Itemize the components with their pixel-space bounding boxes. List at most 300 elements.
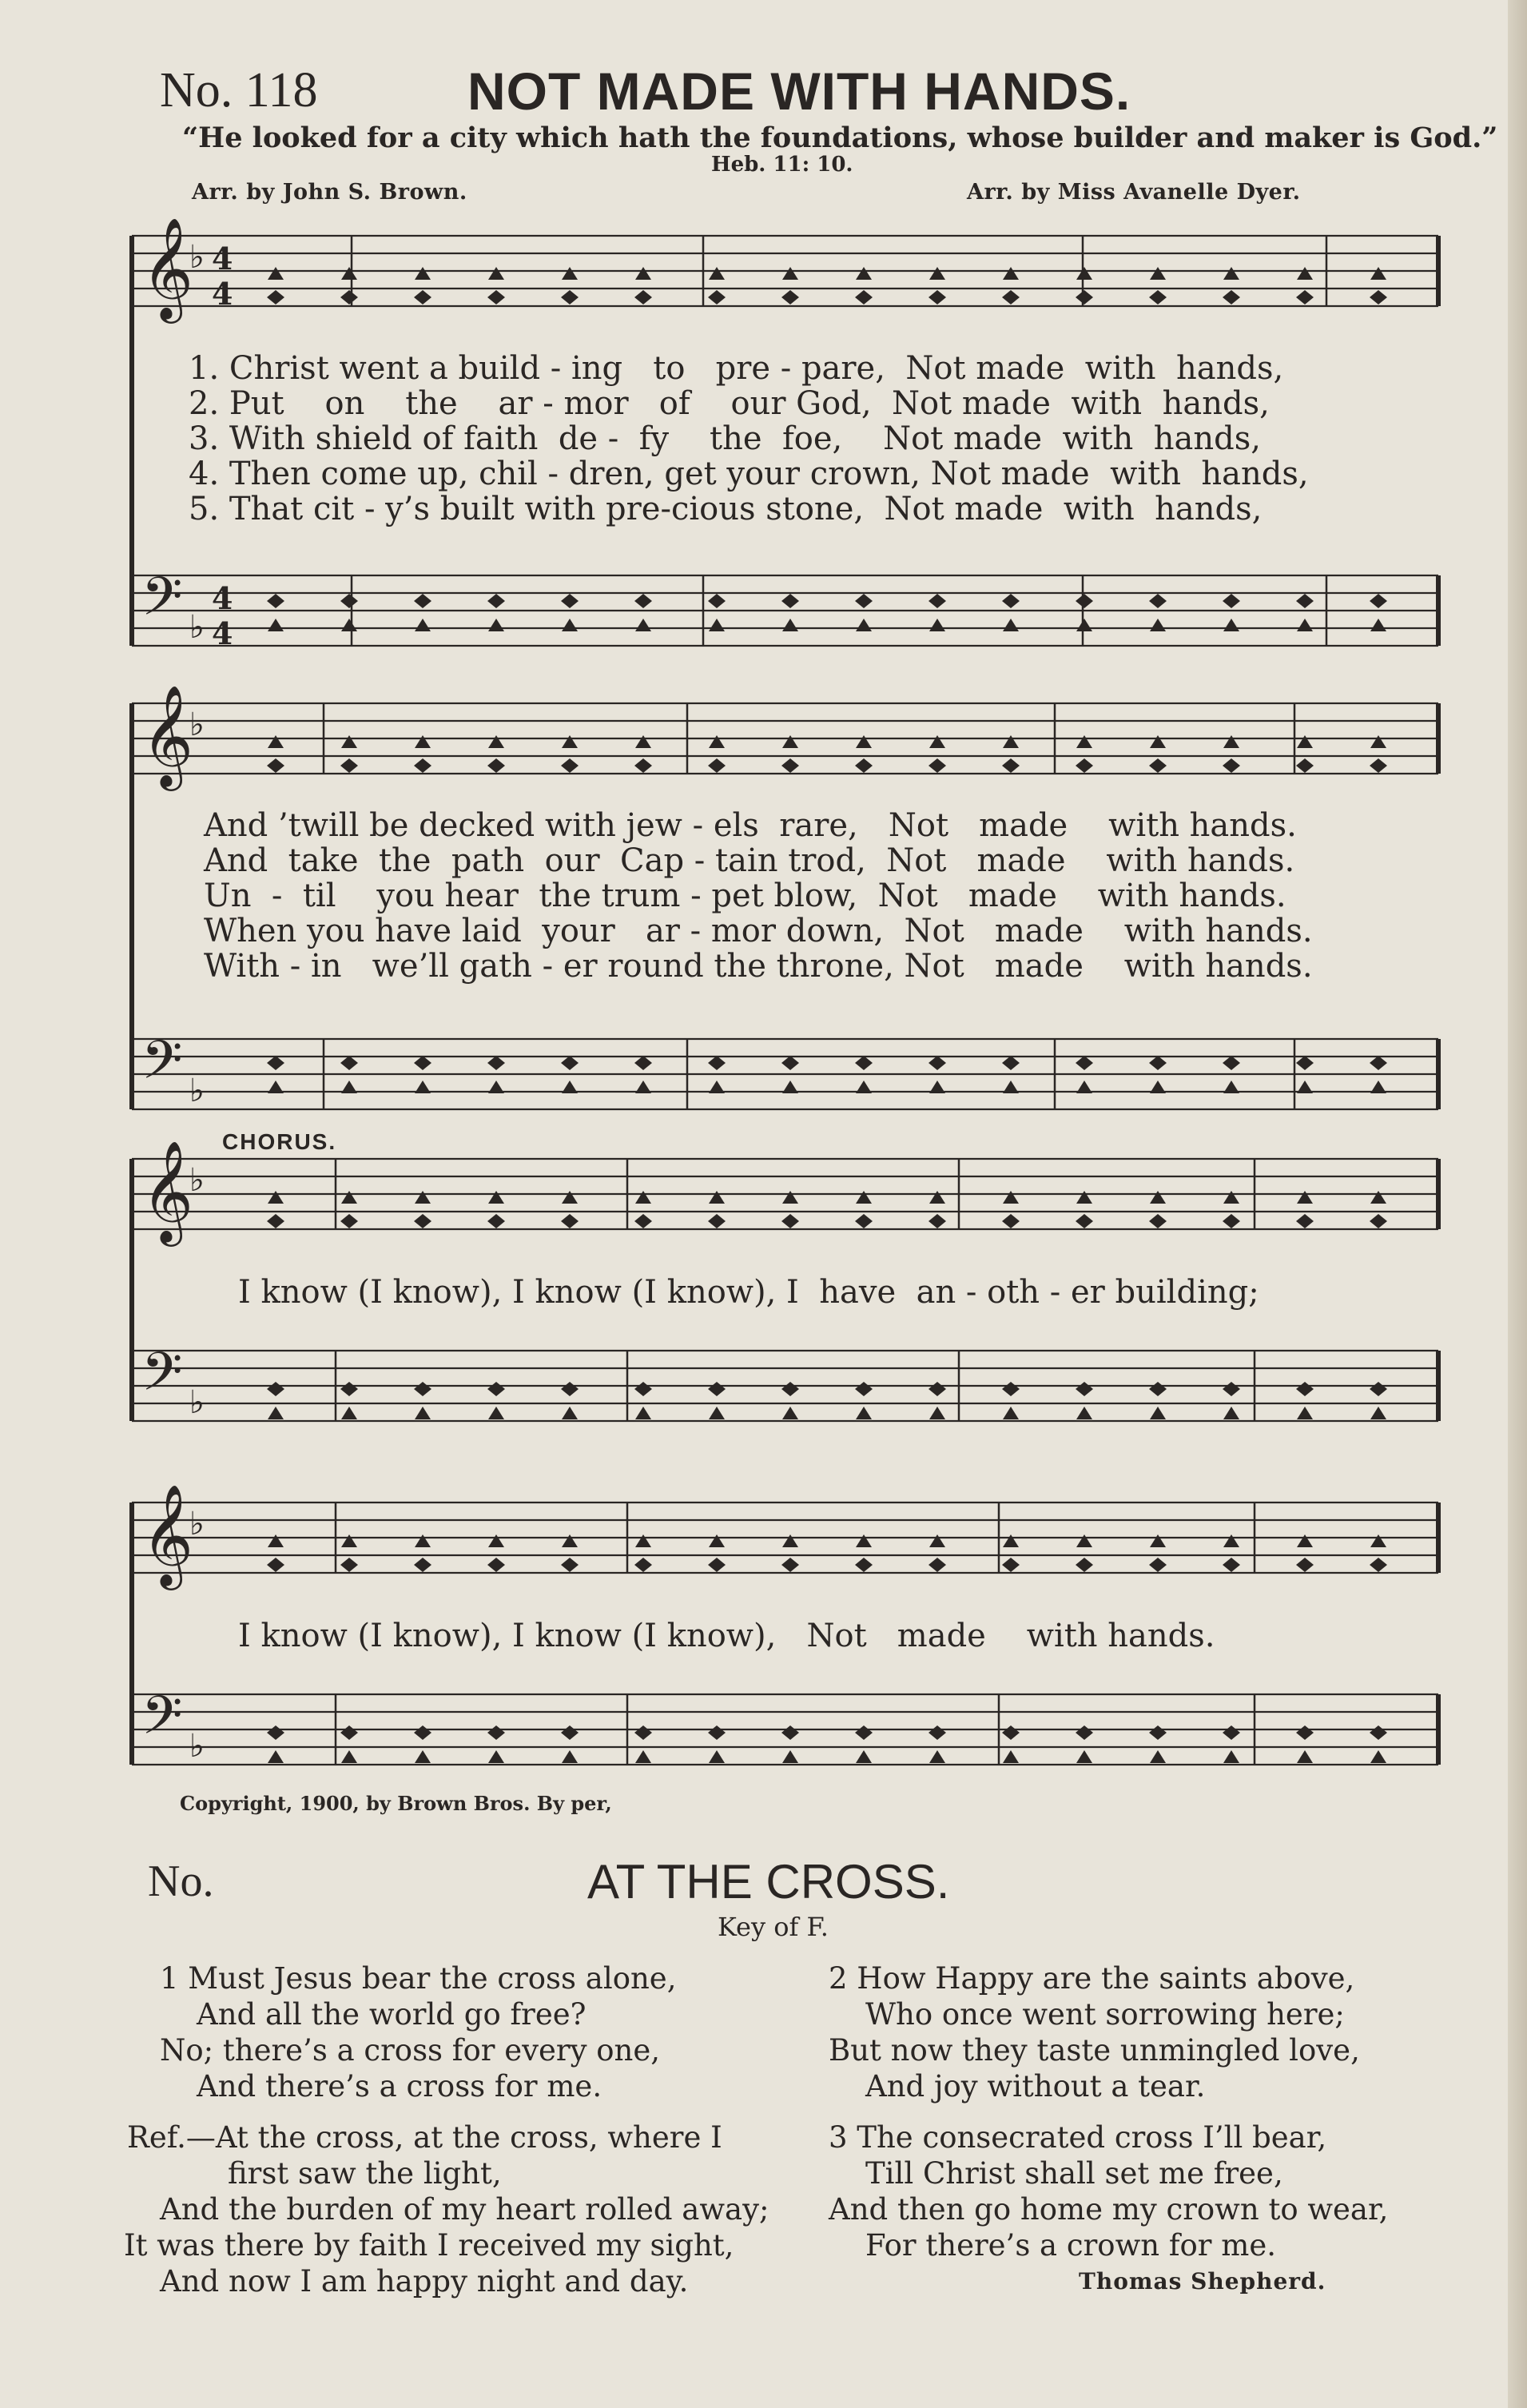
note-head <box>1370 290 1387 304</box>
note-head <box>1076 1750 1092 1763</box>
lyric-line: 4. Then come up, chil - dren, get your crown, Not made with hands, <box>189 456 1309 492</box>
note-head <box>782 1534 798 1547</box>
note-head <box>781 1558 799 1572</box>
lyric-line: 2. Put on the ar - mor of our God, Not made with hands, <box>189 385 1270 422</box>
note-head <box>855 1056 873 1070</box>
note-head <box>1297 735 1313 748</box>
note-head <box>929 290 946 304</box>
time-signature: 4 <box>212 241 233 277</box>
note-head <box>562 619 578 631</box>
note-head <box>709 1534 725 1547</box>
note-head <box>562 1081 578 1093</box>
note-head <box>1150 1191 1166 1204</box>
note-head <box>855 1725 873 1740</box>
author: Thomas Shepherd. <box>1079 2268 1326 2295</box>
note-head <box>1003 1534 1019 1547</box>
note-head <box>487 594 505 608</box>
note-head <box>929 1191 945 1204</box>
verse-1 <box>160 1960 676 2104</box>
note-head <box>487 290 505 304</box>
note-head <box>414 1056 431 1070</box>
note-head <box>414 1382 431 1396</box>
flat-sign: ♭ <box>189 1728 205 1765</box>
note-head <box>635 1191 651 1204</box>
note-head <box>1003 1191 1019 1204</box>
note-head <box>709 619 725 631</box>
note-head <box>1003 735 1019 748</box>
note-head <box>340 1382 358 1396</box>
note-head <box>1297 1191 1313 1204</box>
note-head <box>1150 735 1166 748</box>
note-head <box>1076 1407 1092 1419</box>
note-head <box>1076 735 1092 748</box>
note-head <box>635 619 651 631</box>
note-head <box>340 1214 358 1228</box>
chorus-label: CHORUS. <box>222 1129 337 1154</box>
note-head <box>1076 758 1093 773</box>
bass-clef: 𝄢 <box>141 1341 183 1415</box>
note-head <box>1002 1214 1020 1228</box>
note-head <box>267 1056 284 1070</box>
note-head <box>634 1725 652 1740</box>
note-head <box>267 290 284 304</box>
note-head <box>415 1750 431 1763</box>
note-head <box>415 619 431 631</box>
note-head <box>1223 290 1240 304</box>
note-head <box>856 619 872 631</box>
verse-3 <box>829 2119 1388 2263</box>
note-head <box>1002 758 1020 773</box>
note-head <box>1002 1725 1020 1740</box>
note-head <box>340 1558 358 1572</box>
note-head <box>487 1382 505 1396</box>
note-head <box>488 1081 504 1093</box>
note-head <box>635 735 651 748</box>
note-head <box>781 1056 799 1070</box>
note-head <box>1296 594 1314 608</box>
note-head <box>1370 594 1387 608</box>
note-head <box>561 594 579 608</box>
note-head <box>856 735 872 748</box>
verse-line: And now I am happy night and day. <box>160 2264 689 2299</box>
note-head <box>561 1725 579 1740</box>
note-head <box>1223 594 1240 608</box>
note-head <box>1297 1534 1313 1547</box>
scripture-quote: “He looked for a city which hath the foundations, whose builder and maker is God.” <box>182 121 1498 154</box>
note-head <box>855 594 873 608</box>
note-head <box>929 735 945 748</box>
note-head <box>1149 290 1167 304</box>
note-head <box>708 1558 726 1572</box>
note-head <box>1002 594 1020 608</box>
chorus-lyric: I know (I know), I know (I know), Not made with hands. <box>238 1618 1215 1654</box>
note-head <box>415 267 431 280</box>
flat-sign: ♭ <box>189 1384 205 1421</box>
note-head <box>1370 1214 1387 1228</box>
note-head <box>415 1081 431 1093</box>
verse-line: And then go home my crown to wear, <box>829 2192 1389 2227</box>
note-head <box>341 735 357 748</box>
note-head <box>341 1081 357 1093</box>
lyric-line: Un - til you hear the trum - pet blow, Not made with hands. <box>204 878 1286 914</box>
note-head <box>414 290 431 304</box>
note-head <box>855 1382 873 1396</box>
treble-clef: 𝄞 <box>141 1483 194 1586</box>
note-head <box>781 1725 799 1740</box>
time-signature: 4 <box>212 276 233 312</box>
note-head <box>1296 1558 1314 1572</box>
note-head <box>1076 594 1093 608</box>
note-head <box>856 1750 872 1763</box>
note-head <box>1149 1725 1167 1740</box>
note-head <box>1370 1407 1386 1419</box>
note-head <box>1223 1750 1239 1763</box>
note-head <box>562 1191 578 1204</box>
note-head <box>1223 1382 1240 1396</box>
lyric-line: With - in we’ll gath - er round the throne, Not made with hands. <box>204 948 1313 985</box>
note-head <box>709 1750 725 1763</box>
note-head <box>1370 267 1386 280</box>
verse-line: And the burden of my heart rolled away; <box>160 2192 769 2227</box>
note-head <box>1223 1191 1239 1204</box>
note-head <box>1149 758 1167 773</box>
note-head <box>1296 1056 1314 1070</box>
note-head <box>487 1056 505 1070</box>
note-head <box>488 735 504 748</box>
note-head <box>1223 1534 1239 1547</box>
note-head <box>1296 1725 1314 1740</box>
note-head <box>855 1558 873 1572</box>
note-head <box>414 1725 431 1740</box>
note-head <box>341 619 357 631</box>
note-head <box>1003 619 1019 631</box>
note-head <box>1076 1191 1092 1204</box>
note-head <box>487 1558 505 1572</box>
note-head <box>415 1534 431 1547</box>
note-head <box>855 290 873 304</box>
note-head <box>1223 1725 1240 1740</box>
verse-line: It was there by faith I received my sight, <box>124 2228 734 2263</box>
lyric-line: And take the path our Cap - tain trod, Not made with hands. <box>204 842 1295 879</box>
note-head <box>414 1214 431 1228</box>
note-head <box>1296 1382 1314 1396</box>
verse-line: And joy without a tear. <box>865 2069 1206 2104</box>
note-head <box>1370 1534 1386 1547</box>
note-head <box>634 290 652 304</box>
note-head <box>1149 1214 1167 1228</box>
note-head <box>929 758 946 773</box>
note-head <box>1076 1214 1093 1228</box>
note-head <box>1149 1558 1167 1572</box>
note-head <box>1223 735 1239 748</box>
key-signature: Key of F. <box>718 1912 829 1942</box>
note-head <box>709 735 725 748</box>
note-head <box>929 267 945 280</box>
note-head <box>414 758 431 773</box>
note-head <box>929 1750 945 1763</box>
note-head <box>487 758 505 773</box>
note-head <box>929 1382 946 1396</box>
note-head <box>708 1056 726 1070</box>
note-head <box>929 1534 945 1547</box>
note-head <box>340 1725 358 1740</box>
note-head <box>268 1191 284 1204</box>
note-head <box>709 1407 725 1419</box>
arranger-left: Arr. by John S. Brown. <box>192 180 467 205</box>
note-head <box>929 1081 945 1093</box>
note-head <box>1296 290 1314 304</box>
note-head <box>488 267 504 280</box>
chorus-lyric: I know (I know), I know (I know), I have an - oth - er building; <box>238 1274 1259 1311</box>
note-head <box>488 1750 504 1763</box>
note-head <box>562 1750 578 1763</box>
note-head <box>268 267 284 280</box>
note-head <box>929 594 946 608</box>
note-head <box>708 290 726 304</box>
note-head <box>856 1407 872 1419</box>
note-head <box>1370 1558 1387 1572</box>
note-head <box>709 1191 725 1204</box>
note-head <box>1150 1081 1166 1093</box>
note-head <box>267 594 284 608</box>
note-head <box>781 290 799 304</box>
note-head <box>562 735 578 748</box>
verse-line: 2 How Happy are the saints above, <box>829 1961 1355 1996</box>
note-head <box>781 1214 799 1228</box>
note-head <box>268 1534 284 1547</box>
verse-line: But now they taste unmingled love, <box>829 2033 1360 2068</box>
note-head <box>415 735 431 748</box>
note-head <box>635 267 651 280</box>
flat-sign: ♭ <box>189 1073 205 1109</box>
note-head <box>267 1214 284 1228</box>
note-head <box>781 594 799 608</box>
note-head <box>781 1382 799 1396</box>
note-head <box>1076 1558 1093 1572</box>
note-head <box>1297 1407 1313 1419</box>
note-head <box>1002 1558 1020 1572</box>
lyric-line: 3. With shield of faith de - fy the foe, Not made with hands, <box>189 420 1261 457</box>
note-head <box>634 1558 652 1572</box>
note-head <box>1223 1056 1240 1070</box>
note-head <box>1150 619 1166 631</box>
note-head <box>1003 267 1019 280</box>
note-head <box>1223 1081 1239 1093</box>
note-head <box>709 267 725 280</box>
note-head <box>1003 1081 1019 1093</box>
note-head <box>708 594 726 608</box>
flat-sign: ♭ <box>189 1162 205 1199</box>
note-head <box>1297 1081 1313 1093</box>
note-head <box>1370 758 1387 773</box>
note-head <box>267 1382 284 1396</box>
note-head <box>929 1407 945 1419</box>
note-head <box>634 1214 652 1228</box>
note-head <box>1297 619 1313 631</box>
note-head <box>340 1056 358 1070</box>
note-head <box>1002 290 1020 304</box>
note-head <box>268 1081 284 1093</box>
note-head <box>1297 1750 1313 1763</box>
note-head <box>268 619 284 631</box>
note-head <box>268 1750 284 1763</box>
note-head <box>634 1382 652 1396</box>
note-head <box>1150 1407 1166 1419</box>
note-head <box>856 267 872 280</box>
note-head <box>1150 1534 1166 1547</box>
hymn-number-2: No. <box>148 1857 214 1906</box>
bass-clef: 𝄢 <box>141 1685 183 1759</box>
note-head <box>562 1407 578 1419</box>
note-head <box>1223 1214 1240 1228</box>
hymn-title: NOT MADE WITH HANDS. <box>467 62 1131 121</box>
note-head <box>929 1214 946 1228</box>
note-head <box>487 1214 505 1228</box>
note-head <box>782 1081 798 1093</box>
note-head <box>1370 1056 1387 1070</box>
note-head <box>341 1534 357 1547</box>
lyric-line: 5. That cit - y’s built with pre-cious stone, Not made with hands, <box>189 491 1263 527</box>
note-head <box>1370 1382 1387 1396</box>
note-head <box>341 1191 357 1204</box>
note-head <box>561 758 579 773</box>
note-head <box>561 1214 579 1228</box>
note-head <box>1223 1558 1240 1572</box>
note-head <box>561 1558 579 1572</box>
note-head <box>1223 619 1239 631</box>
note-head <box>488 1407 504 1419</box>
note-head <box>561 1056 579 1070</box>
note-head <box>488 619 504 631</box>
note-head <box>634 758 652 773</box>
note-head <box>1297 267 1313 280</box>
note-head <box>414 1558 431 1572</box>
copyright: Copyright, 1900, by Brown Bros. By per, <box>180 1792 612 1815</box>
note-head <box>267 1558 284 1572</box>
note-head <box>1370 619 1386 631</box>
bass-clef: 𝄢 <box>141 1029 183 1104</box>
note-head <box>782 1750 798 1763</box>
note-head <box>1076 1382 1093 1396</box>
verse-line: And all the world go free? <box>197 1997 587 2032</box>
note-head <box>1150 267 1166 280</box>
note-head <box>1370 1750 1386 1763</box>
scripture-reference: Heb. 11: 10. <box>711 153 853 177</box>
note-head <box>855 758 873 773</box>
note-head <box>1149 594 1167 608</box>
note-head <box>1370 1081 1386 1093</box>
note-head <box>488 1534 504 1547</box>
verse-2 <box>829 1960 1360 2104</box>
note-head <box>267 1725 284 1740</box>
note-head <box>782 1191 798 1204</box>
note-head <box>1296 1214 1314 1228</box>
hymn-title-2: AT THE CROSS. <box>587 1855 950 1908</box>
note-head <box>561 1382 579 1396</box>
note-head <box>415 1191 431 1204</box>
note-head <box>267 758 284 773</box>
note-head <box>562 267 578 280</box>
note-head <box>1002 1056 1020 1070</box>
flat-sign: ♭ <box>189 609 205 646</box>
treble-clef: 𝄞 <box>141 217 194 319</box>
note-head <box>856 1191 872 1204</box>
note-head <box>1076 290 1093 304</box>
note-head <box>1076 1725 1093 1740</box>
note-head <box>1370 1725 1387 1740</box>
note-head <box>341 1750 357 1763</box>
note-head <box>1150 1750 1166 1763</box>
note-head <box>340 758 358 773</box>
note-head <box>340 290 358 304</box>
note-head <box>415 1407 431 1419</box>
time-signature: 4 <box>212 580 233 616</box>
verse-line: Till Christ shall set me free, <box>865 2156 1283 2191</box>
note-head <box>782 1407 798 1419</box>
note-head <box>341 1407 357 1419</box>
note-head <box>855 1214 873 1228</box>
note-head <box>635 1081 651 1093</box>
lyric-line: 1. Christ went a build - ing to pre - pare, Not made with hands, <box>189 350 1284 387</box>
note-head <box>268 735 284 748</box>
note-head <box>1076 1534 1092 1547</box>
lyric-line: When you have laid your ar - mor down, Not made with hands. <box>204 913 1313 949</box>
note-head <box>341 267 357 280</box>
bass-clef: 𝄢 <box>141 566 183 640</box>
note-head <box>1003 1407 1019 1419</box>
verse-line: first saw the light, <box>228 2156 502 2191</box>
note-head <box>1223 267 1239 280</box>
note-head <box>856 1534 872 1547</box>
note-head <box>1370 1191 1386 1204</box>
time-signature: 4 <box>212 615 233 651</box>
note-head <box>1076 1081 1092 1093</box>
note-head <box>561 290 579 304</box>
verse-line: Who once went sorrowing here; <box>865 1997 1345 2032</box>
treble-clef: 𝄞 <box>141 1140 194 1242</box>
verse-line: 3 The consecrated cross I’ll bear, <box>829 2120 1327 2155</box>
note-head <box>782 619 798 631</box>
hymn-number: No. 118 <box>160 63 318 117</box>
note-head <box>1149 1382 1167 1396</box>
refrain <box>124 2119 769 2299</box>
note-head <box>1076 619 1092 631</box>
note-head <box>1223 758 1240 773</box>
flat-sign: ♭ <box>189 1506 205 1542</box>
note-head <box>634 594 652 608</box>
note-head <box>487 1725 505 1740</box>
verse-line: 1 Must Jesus bear the cross alone, <box>160 1961 677 1996</box>
note-head <box>929 619 945 631</box>
note-head <box>268 1407 284 1419</box>
flat-sign: ♭ <box>189 239 205 276</box>
note-head <box>1149 1056 1167 1070</box>
note-head <box>1223 1407 1239 1419</box>
note-head <box>781 758 799 773</box>
note-head <box>562 1534 578 1547</box>
note-head <box>856 1081 872 1093</box>
verse-line: For there’s a crown for me. <box>865 2228 1276 2263</box>
note-head <box>929 1725 946 1740</box>
note-head <box>1076 267 1092 280</box>
note-head <box>1002 1382 1020 1396</box>
verse-line: Ref.—At the cross, at the cross, where I <box>127 2120 722 2155</box>
note-head <box>709 1081 725 1093</box>
note-head <box>1076 1056 1093 1070</box>
note-head <box>635 1750 651 1763</box>
arranger-right: Arr. by Miss Avanelle Dyer. <box>967 180 1301 205</box>
note-head <box>1370 735 1386 748</box>
